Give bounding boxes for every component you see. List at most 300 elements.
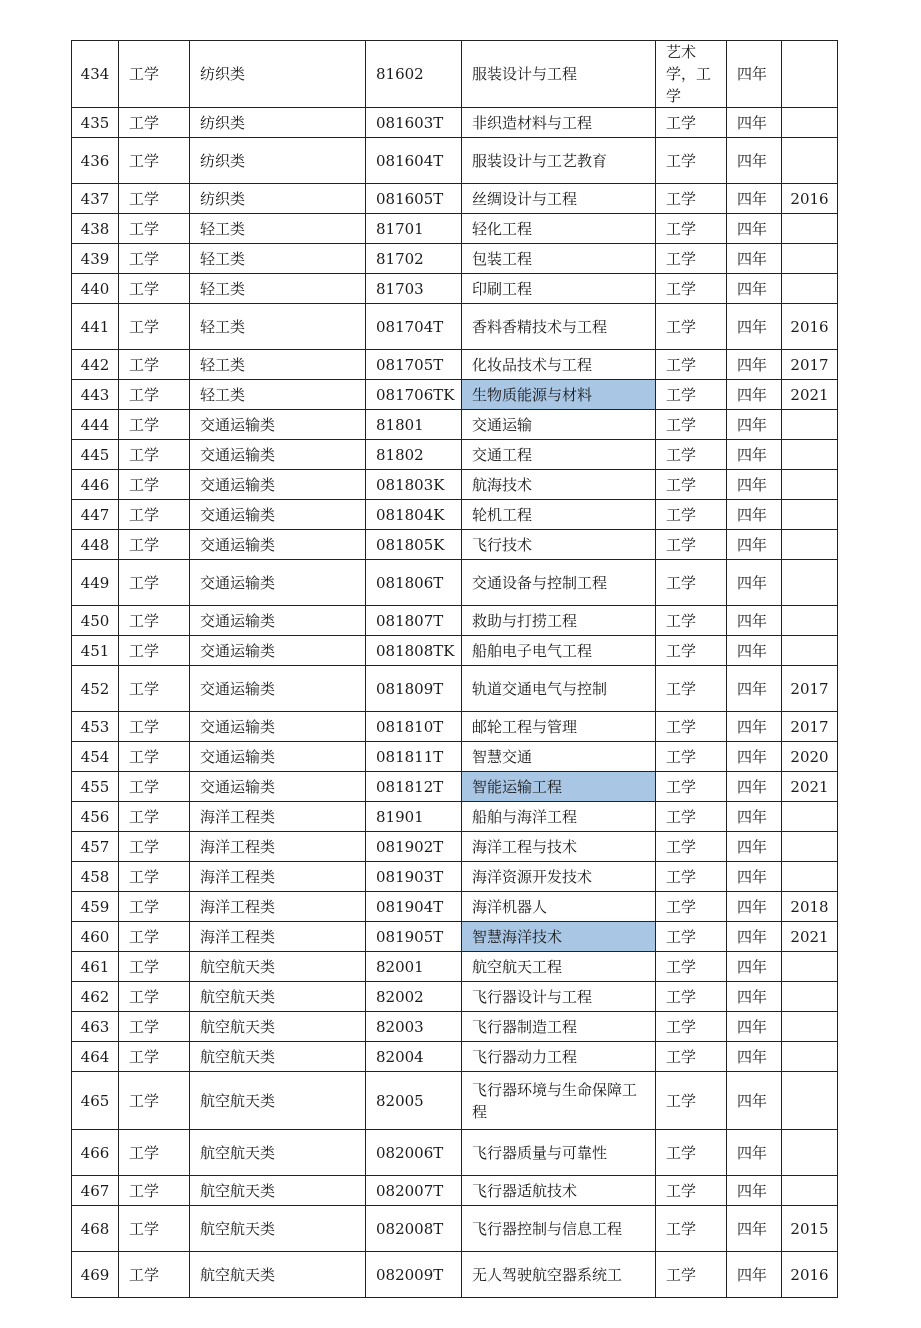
major-name-cell: 飞行器制造工程 bbox=[462, 1012, 656, 1042]
discipline-cell: 工学 bbox=[119, 184, 190, 214]
row-number-cell: 449 bbox=[72, 560, 119, 606]
degree-cell: 工学 bbox=[656, 982, 727, 1012]
table-row bbox=[72, 560, 838, 606]
major-code-cell: 081808TK bbox=[366, 636, 462, 666]
degree-cell: 工学 bbox=[656, 440, 727, 470]
category-cell: 航空航天类 bbox=[190, 1042, 366, 1072]
table-row bbox=[72, 274, 838, 304]
duration-cell: 四年 bbox=[727, 636, 782, 666]
row-number-cell: 468 bbox=[72, 1206, 119, 1252]
category-cell: 航空航天类 bbox=[190, 982, 366, 1012]
major-name-cell: 航空航天工程 bbox=[462, 952, 656, 982]
table-row bbox=[72, 1176, 838, 1206]
table-row bbox=[72, 138, 838, 184]
duration-cell: 四年 bbox=[727, 1072, 782, 1130]
year-added-cell bbox=[782, 41, 838, 108]
row-number-cell: 457 bbox=[72, 832, 119, 862]
duration-cell: 四年 bbox=[727, 1042, 782, 1072]
discipline-cell: 工学 bbox=[119, 862, 190, 892]
year-added-cell bbox=[782, 1176, 838, 1206]
row-number-cell: 435 bbox=[72, 108, 119, 138]
discipline-cell: 工学 bbox=[119, 742, 190, 772]
category-cell: 交通运输类 bbox=[190, 470, 366, 500]
table-row bbox=[72, 304, 838, 350]
discipline-cell: 工学 bbox=[119, 274, 190, 304]
degree-cell: 工学 bbox=[656, 666, 727, 712]
year-added-cell: 2016 bbox=[782, 1252, 838, 1298]
table-row bbox=[72, 214, 838, 244]
row-number-cell: 437 bbox=[72, 184, 119, 214]
year-added-cell bbox=[782, 500, 838, 530]
duration-cell: 四年 bbox=[727, 530, 782, 560]
row-number-cell: 463 bbox=[72, 1012, 119, 1042]
row-number-cell: 465 bbox=[72, 1072, 119, 1130]
duration-cell: 四年 bbox=[727, 138, 782, 184]
year-added-cell bbox=[782, 274, 838, 304]
degree-cell: 工学 bbox=[656, 470, 727, 500]
year-added-cell: 2017 bbox=[782, 350, 838, 380]
duration-cell: 四年 bbox=[727, 500, 782, 530]
table-row bbox=[72, 862, 838, 892]
major-code-cell: 081905T bbox=[366, 922, 462, 952]
discipline-cell: 工学 bbox=[119, 1042, 190, 1072]
major-code-cell: 82002 bbox=[366, 982, 462, 1012]
category-cell: 纺织类 bbox=[190, 184, 366, 214]
degree-cell: 工学 bbox=[656, 1252, 727, 1298]
row-number-cell: 441 bbox=[72, 304, 119, 350]
discipline-cell: 工学 bbox=[119, 304, 190, 350]
year-added-cell: 2021 bbox=[782, 772, 838, 802]
major-code-cell: 082009T bbox=[366, 1252, 462, 1298]
discipline-cell: 工学 bbox=[119, 1072, 190, 1130]
discipline-cell: 工学 bbox=[119, 1252, 190, 1298]
degree-cell: 工学 bbox=[656, 952, 727, 982]
major-code-cell: 081805K bbox=[366, 530, 462, 560]
category-cell: 交通运输类 bbox=[190, 440, 366, 470]
table-row bbox=[72, 832, 838, 862]
major-code-cell: 081604T bbox=[366, 138, 462, 184]
major-code-cell: 081706TK bbox=[366, 380, 462, 410]
degree-cell: 工学 bbox=[656, 1176, 727, 1206]
duration-cell: 四年 bbox=[727, 952, 782, 982]
degree-cell: 工学 bbox=[656, 636, 727, 666]
major-code-cell: 82005 bbox=[366, 1072, 462, 1130]
table-row bbox=[72, 892, 838, 922]
major-name-cell: 海洋资源开发技术 bbox=[462, 862, 656, 892]
major-name-cell: 交通设备与控制工程 bbox=[462, 560, 656, 606]
duration-cell: 四年 bbox=[727, 892, 782, 922]
discipline-cell: 工学 bbox=[119, 108, 190, 138]
category-cell: 轻工类 bbox=[190, 304, 366, 350]
major-code-cell: 081803K bbox=[366, 470, 462, 500]
year-added-cell bbox=[782, 530, 838, 560]
major-name-cell: 服装设计与工程 bbox=[462, 41, 656, 108]
major-name-cell: 飞行器控制与信息工程 bbox=[462, 1206, 656, 1252]
category-cell: 交通运输类 bbox=[190, 500, 366, 530]
major-code-cell: 081903T bbox=[366, 862, 462, 892]
discipline-cell: 工学 bbox=[119, 922, 190, 952]
discipline-cell: 工学 bbox=[119, 244, 190, 274]
discipline-cell: 工学 bbox=[119, 214, 190, 244]
table-row bbox=[72, 922, 838, 952]
table-row bbox=[72, 244, 838, 274]
discipline-cell: 工学 bbox=[119, 666, 190, 712]
category-cell: 航空航天类 bbox=[190, 1176, 366, 1206]
row-number-cell: 447 bbox=[72, 500, 119, 530]
major-code-cell: 82004 bbox=[366, 1042, 462, 1072]
row-number-cell: 454 bbox=[72, 742, 119, 772]
year-added-cell: 2017 bbox=[782, 712, 838, 742]
year-added-cell bbox=[782, 832, 838, 862]
row-number-cell: 448 bbox=[72, 530, 119, 560]
row-number-cell: 452 bbox=[72, 666, 119, 712]
degree-cell: 工学 bbox=[656, 802, 727, 832]
table-row bbox=[72, 952, 838, 982]
table-row bbox=[72, 1072, 838, 1130]
discipline-cell: 工学 bbox=[119, 772, 190, 802]
row-number-cell: 440 bbox=[72, 274, 119, 304]
year-added-cell: 2021 bbox=[782, 922, 838, 952]
degree-cell: 工学 bbox=[656, 274, 727, 304]
degree-cell: 工学 bbox=[656, 410, 727, 440]
discipline-cell: 工学 bbox=[119, 470, 190, 500]
table-row bbox=[72, 410, 838, 440]
category-cell: 纺织类 bbox=[190, 138, 366, 184]
table-row bbox=[72, 350, 838, 380]
year-added-cell: 2017 bbox=[782, 666, 838, 712]
category-cell: 交通运输类 bbox=[190, 530, 366, 560]
degree-cell: 艺术学，工学 bbox=[656, 41, 727, 108]
major-name-cell: 飞行器设计与工程 bbox=[462, 982, 656, 1012]
duration-cell: 四年 bbox=[727, 1176, 782, 1206]
year-added-cell bbox=[782, 862, 838, 892]
major-name-cell: 船舶电子电气工程 bbox=[462, 636, 656, 666]
duration-cell: 四年 bbox=[727, 470, 782, 500]
major-name-cell: 救助与打捞工程 bbox=[462, 606, 656, 636]
row-number-cell: 464 bbox=[72, 1042, 119, 1072]
major-name-cell: 航海技术 bbox=[462, 470, 656, 500]
row-number-cell: 446 bbox=[72, 470, 119, 500]
discipline-cell: 工学 bbox=[119, 500, 190, 530]
row-number-cell: 442 bbox=[72, 350, 119, 380]
table-row bbox=[72, 440, 838, 470]
year-added-cell bbox=[782, 244, 838, 274]
table-row bbox=[72, 380, 838, 410]
discipline-cell: 工学 bbox=[119, 606, 190, 636]
major-code-cell: 82001 bbox=[366, 952, 462, 982]
degree-cell: 工学 bbox=[656, 244, 727, 274]
category-cell: 轻工类 bbox=[190, 350, 366, 380]
degree-cell: 工学 bbox=[656, 138, 727, 184]
discipline-cell: 工学 bbox=[119, 530, 190, 560]
category-cell: 航空航天类 bbox=[190, 1252, 366, 1298]
row-number-cell: 469 bbox=[72, 1252, 119, 1298]
major-name-cell: 船舶与海洋工程 bbox=[462, 802, 656, 832]
year-added-cell bbox=[782, 440, 838, 470]
major-code-cell: 081806T bbox=[366, 560, 462, 606]
category-cell: 海洋工程类 bbox=[190, 922, 366, 952]
row-number-cell: 458 bbox=[72, 862, 119, 892]
discipline-cell: 工学 bbox=[119, 41, 190, 108]
duration-cell: 四年 bbox=[727, 184, 782, 214]
table-row bbox=[72, 636, 838, 666]
major-name-cell: 轨道交通电气与控制 bbox=[462, 666, 656, 712]
table-row bbox=[72, 712, 838, 742]
major-name-cell: 智能运输工程 bbox=[462, 772, 656, 802]
year-added-cell bbox=[782, 982, 838, 1012]
major-name-cell: 智慧交通 bbox=[462, 742, 656, 772]
major-code-cell: 082007T bbox=[366, 1176, 462, 1206]
row-number-cell: 467 bbox=[72, 1176, 119, 1206]
category-cell: 航空航天类 bbox=[190, 1072, 366, 1130]
discipline-cell: 工学 bbox=[119, 952, 190, 982]
degree-cell: 工学 bbox=[656, 772, 727, 802]
year-added-cell bbox=[782, 138, 838, 184]
major-code-cell: 081603T bbox=[366, 108, 462, 138]
category-cell: 海洋工程类 bbox=[190, 892, 366, 922]
degree-cell: 工学 bbox=[656, 108, 727, 138]
degree-cell: 工学 bbox=[656, 1206, 727, 1252]
degree-cell: 工学 bbox=[656, 1072, 727, 1130]
category-cell: 轻工类 bbox=[190, 380, 366, 410]
category-cell: 纺织类 bbox=[190, 41, 366, 108]
table-row bbox=[72, 742, 838, 772]
duration-cell: 四年 bbox=[727, 380, 782, 410]
major-name-cell: 飞行技术 bbox=[462, 530, 656, 560]
row-number-cell: 462 bbox=[72, 982, 119, 1012]
major-code-cell: 081809T bbox=[366, 666, 462, 712]
category-cell: 海洋工程类 bbox=[190, 862, 366, 892]
duration-cell: 四年 bbox=[727, 214, 782, 244]
major-name-cell: 飞行器环境与生命保障工程 bbox=[462, 1072, 656, 1130]
table-row bbox=[72, 530, 838, 560]
row-number-cell: 436 bbox=[72, 138, 119, 184]
row-number-cell: 438 bbox=[72, 214, 119, 244]
major-code-cell: 082008T bbox=[366, 1206, 462, 1252]
major-name-cell: 无人驾驶航空器系统工 bbox=[462, 1252, 656, 1298]
table-row bbox=[72, 41, 838, 108]
discipline-cell: 工学 bbox=[119, 802, 190, 832]
duration-cell: 四年 bbox=[727, 712, 782, 742]
table-row bbox=[72, 1206, 838, 1252]
discipline-cell: 工学 bbox=[119, 712, 190, 742]
degree-cell: 工学 bbox=[656, 184, 727, 214]
year-added-cell bbox=[782, 636, 838, 666]
row-number-cell: 434 bbox=[72, 41, 119, 108]
duration-cell: 四年 bbox=[727, 742, 782, 772]
duration-cell: 四年 bbox=[727, 606, 782, 636]
major-code-cell: 081810T bbox=[366, 712, 462, 742]
degree-cell: 工学 bbox=[656, 742, 727, 772]
major-code-cell: 81802 bbox=[366, 440, 462, 470]
major-code-cell: 81901 bbox=[366, 802, 462, 832]
category-cell: 交通运输类 bbox=[190, 606, 366, 636]
degree-cell: 工学 bbox=[656, 500, 727, 530]
degree-cell: 工学 bbox=[656, 304, 727, 350]
degree-cell: 工学 bbox=[656, 560, 727, 606]
category-cell: 交通运输类 bbox=[190, 636, 366, 666]
major-code-cell: 081804K bbox=[366, 500, 462, 530]
year-added-cell bbox=[782, 410, 838, 440]
duration-cell: 四年 bbox=[727, 108, 782, 138]
table-row bbox=[72, 982, 838, 1012]
category-cell: 交通运输类 bbox=[190, 560, 366, 606]
year-added-cell bbox=[782, 952, 838, 982]
discipline-cell: 工学 bbox=[119, 636, 190, 666]
year-added-cell bbox=[782, 1130, 838, 1176]
major-name-cell: 服装设计与工艺教育 bbox=[462, 138, 656, 184]
major-name-cell: 飞行器质量与可靠性 bbox=[462, 1130, 656, 1176]
table-row bbox=[72, 1042, 838, 1072]
major-name-cell: 化妆品技术与工程 bbox=[462, 350, 656, 380]
degree-cell: 工学 bbox=[656, 1130, 727, 1176]
row-number-cell: 456 bbox=[72, 802, 119, 832]
discipline-cell: 工学 bbox=[119, 892, 190, 922]
major-name-cell: 香料香精技术与工程 bbox=[462, 304, 656, 350]
major-code-cell: 081812T bbox=[366, 772, 462, 802]
discipline-cell: 工学 bbox=[119, 982, 190, 1012]
row-number-cell: 443 bbox=[72, 380, 119, 410]
degree-cell: 工学 bbox=[656, 214, 727, 244]
table-row bbox=[72, 772, 838, 802]
row-number-cell: 439 bbox=[72, 244, 119, 274]
degree-cell: 工学 bbox=[656, 862, 727, 892]
major-code-cell: 081605T bbox=[366, 184, 462, 214]
duration-cell: 四年 bbox=[727, 772, 782, 802]
row-number-cell: 466 bbox=[72, 1130, 119, 1176]
duration-cell: 四年 bbox=[727, 1130, 782, 1176]
row-number-cell: 460 bbox=[72, 922, 119, 952]
major-code-cell: 82003 bbox=[366, 1012, 462, 1042]
category-cell: 航空航天类 bbox=[190, 1206, 366, 1252]
major-code-cell: 081807T bbox=[366, 606, 462, 636]
duration-cell: 四年 bbox=[727, 1252, 782, 1298]
discipline-cell: 工学 bbox=[119, 1176, 190, 1206]
table-row bbox=[72, 1130, 838, 1176]
majors-table bbox=[71, 40, 838, 1298]
major-name-cell: 海洋工程与技术 bbox=[462, 832, 656, 862]
category-cell: 交通运输类 bbox=[190, 742, 366, 772]
table-body bbox=[72, 41, 838, 1298]
table-row bbox=[72, 1012, 838, 1042]
row-number-cell: 450 bbox=[72, 606, 119, 636]
category-cell: 交通运输类 bbox=[190, 666, 366, 712]
discipline-cell: 工学 bbox=[119, 832, 190, 862]
discipline-cell: 工学 bbox=[119, 560, 190, 606]
duration-cell: 四年 bbox=[727, 304, 782, 350]
major-name-cell: 智慧海洋技术 bbox=[462, 922, 656, 952]
major-code-cell: 081704T bbox=[366, 304, 462, 350]
discipline-cell: 工学 bbox=[119, 138, 190, 184]
major-code-cell: 81701 bbox=[366, 214, 462, 244]
year-added-cell bbox=[782, 214, 838, 244]
major-name-cell: 邮轮工程与管理 bbox=[462, 712, 656, 742]
row-number-cell: 453 bbox=[72, 712, 119, 742]
major-name-cell: 丝绸设计与工程 bbox=[462, 184, 656, 214]
year-added-cell bbox=[782, 560, 838, 606]
table-row bbox=[72, 470, 838, 500]
year-added-cell bbox=[782, 1012, 838, 1042]
major-code-cell: 81801 bbox=[366, 410, 462, 440]
major-code-cell: 082006T bbox=[366, 1130, 462, 1176]
duration-cell: 四年 bbox=[727, 350, 782, 380]
row-number-cell: 451 bbox=[72, 636, 119, 666]
duration-cell: 四年 bbox=[727, 41, 782, 108]
row-number-cell: 444 bbox=[72, 410, 119, 440]
discipline-cell: 工学 bbox=[119, 410, 190, 440]
degree-cell: 工学 bbox=[656, 832, 727, 862]
year-added-cell: 2018 bbox=[782, 892, 838, 922]
degree-cell: 工学 bbox=[656, 712, 727, 742]
discipline-cell: 工学 bbox=[119, 350, 190, 380]
duration-cell: 四年 bbox=[727, 832, 782, 862]
major-name-cell: 印刷工程 bbox=[462, 274, 656, 304]
discipline-cell: 工学 bbox=[119, 380, 190, 410]
major-name-cell: 非织造材料与工程 bbox=[462, 108, 656, 138]
year-added-cell bbox=[782, 606, 838, 636]
category-cell: 海洋工程类 bbox=[190, 832, 366, 862]
degree-cell: 工学 bbox=[656, 350, 727, 380]
duration-cell: 四年 bbox=[727, 274, 782, 304]
row-number-cell: 455 bbox=[72, 772, 119, 802]
degree-cell: 工学 bbox=[656, 530, 727, 560]
table-row bbox=[72, 108, 838, 138]
year-added-cell: 2016 bbox=[782, 304, 838, 350]
table-row bbox=[72, 184, 838, 214]
year-added-cell: 2016 bbox=[782, 184, 838, 214]
row-number-cell: 461 bbox=[72, 952, 119, 982]
category-cell: 交通运输类 bbox=[190, 772, 366, 802]
table-row bbox=[72, 500, 838, 530]
duration-cell: 四年 bbox=[727, 410, 782, 440]
row-number-cell: 445 bbox=[72, 440, 119, 470]
major-name-cell: 交通工程 bbox=[462, 440, 656, 470]
discipline-cell: 工学 bbox=[119, 1130, 190, 1176]
duration-cell: 四年 bbox=[727, 1012, 782, 1042]
major-name-cell: 飞行器适航技术 bbox=[462, 1176, 656, 1206]
degree-cell: 工学 bbox=[656, 606, 727, 636]
category-cell: 航空航天类 bbox=[190, 1130, 366, 1176]
degree-cell: 工学 bbox=[656, 892, 727, 922]
discipline-cell: 工学 bbox=[119, 440, 190, 470]
major-code-cell: 081811T bbox=[366, 742, 462, 772]
major-code-cell: 81602 bbox=[366, 41, 462, 108]
major-name-cell: 包装工程 bbox=[462, 244, 656, 274]
major-code-cell: 81702 bbox=[366, 244, 462, 274]
category-cell: 海洋工程类 bbox=[190, 802, 366, 832]
category-cell: 纺织类 bbox=[190, 108, 366, 138]
table-row bbox=[72, 802, 838, 832]
duration-cell: 四年 bbox=[727, 666, 782, 712]
category-cell: 交通运输类 bbox=[190, 712, 366, 742]
major-code-cell: 081705T bbox=[366, 350, 462, 380]
table-row bbox=[72, 606, 838, 636]
duration-cell: 四年 bbox=[727, 982, 782, 1012]
major-name-cell: 轮机工程 bbox=[462, 500, 656, 530]
year-added-cell bbox=[782, 470, 838, 500]
year-added-cell: 2020 bbox=[782, 742, 838, 772]
major-name-cell: 生物质能源与材料 bbox=[462, 380, 656, 410]
year-added-cell bbox=[782, 1072, 838, 1130]
major-code-cell: 81703 bbox=[366, 274, 462, 304]
degree-cell: 工学 bbox=[656, 1042, 727, 1072]
table-row bbox=[72, 666, 838, 712]
year-added-cell: 2021 bbox=[782, 380, 838, 410]
year-added-cell bbox=[782, 1042, 838, 1072]
major-code-cell: 081904T bbox=[366, 892, 462, 922]
major-name-cell: 飞行器动力工程 bbox=[462, 1042, 656, 1072]
duration-cell: 四年 bbox=[727, 922, 782, 952]
